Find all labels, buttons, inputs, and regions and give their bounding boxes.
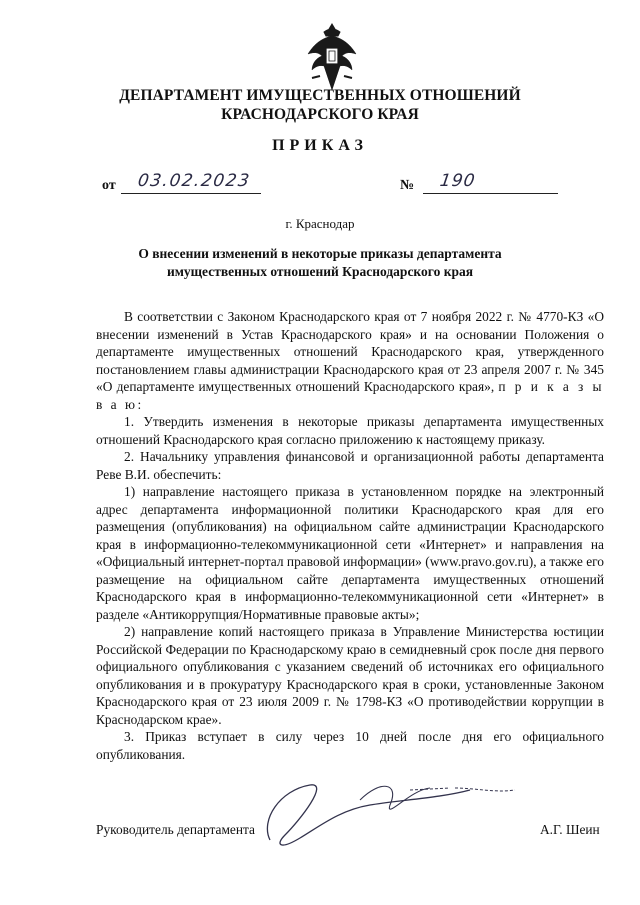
- subject-line2: имущественных отношений Краснодарского края: [166, 264, 474, 279]
- intro-text: В соответствии с Законом Краснодарского края от 7 ноября 2022 г. № 4770-КЗ «О внесении изменений в Устав Краснодарского края» и на основании Положения о департаменте имущественных отношений Краснодарского края, утвержденного постановлением главы администрации Краснодарского края от 23 апреля 2007 г. № 345 «О департаменте имущественных отношений Краснодарского края»,: [96, 309, 604, 394]
- department-name-line1: ДЕПАРТАМЕНТ ИМУЩЕСТВЕННЫХ ОТНОШЕНИЙ: [119, 87, 521, 104]
- department-name-line2: КРАСНОДАРСКОГО КРАЯ: [221, 106, 419, 123]
- city: г. Краснодар: [285, 216, 355, 231]
- number-value: 190: [438, 171, 477, 191]
- signatory-name: А.Г. Шеин: [540, 822, 600, 837]
- order-word: п р и к а з ы в а ю:: [96, 379, 604, 412]
- intro-paragraph: [96, 308, 604, 413]
- item-2: 2. Начальнику управления финансовой и организационной работы департамента Реве В.И. обеспечить:: [96, 449, 604, 482]
- item-2-1: 1) направление настоящего приказа в установленном порядке на электронный адрес департамента информационной политики Краснодарского края для его размещения (опубликования) на официальном сайте администрации Краснодарского края в информационно-телекоммуникационной сети «Интернет» и направления на «Официальный интернет-портал правовой информации» (www.pravo.gov.ru), а также его размещение на официальном сайте департамента имущественных отношений Краснодарского края в информационно-телекоммуникационной сети «Интернет» в разделе «Антикоррупция/Нормативные правовые акты»;: [96, 484, 604, 622]
- signatory-position: Руководитель департамента: [96, 822, 255, 837]
- number-underline: [423, 193, 558, 194]
- document-body: [96, 308, 604, 763]
- date-value: 03.02.2023: [136, 171, 252, 191]
- item-2-2: 2) направление копий настоящего приказа в Управление Министерства юстиции Российской Федерации по Краснодарскому краю в семидневный срок после дня первого официального опубликования с указанием сведений об источниках его официального опубликования и в прокуратуру Краснодарского края в сроки, установленные Законом Краснодарского края от 23 июля 2009 г. № 1798-КЗ «О противодействии коррупции в Краснодарском крае».: [96, 624, 604, 727]
- item-3: 3. Приказ вступает в силу через 10 дней после дня его официального опубликования.: [96, 729, 604, 762]
- date-label: от: [102, 178, 116, 193]
- document-type-title: ПРИКАЗ: [272, 137, 368, 154]
- handwritten-signature: [240, 760, 540, 870]
- item-1: 1. Утвердить изменения в некоторые приказы департамента имущественных отношений Краснодарского края согласно приложению к настоящему приказу.: [96, 414, 604, 447]
- number-label: №: [400, 178, 415, 193]
- document-subject: [100, 245, 540, 281]
- date-underline: [121, 193, 261, 194]
- subject-line1: О внесении изменений в некоторые приказы департамента: [138, 246, 502, 261]
- coat-of-arms-icon: [302, 20, 362, 90]
